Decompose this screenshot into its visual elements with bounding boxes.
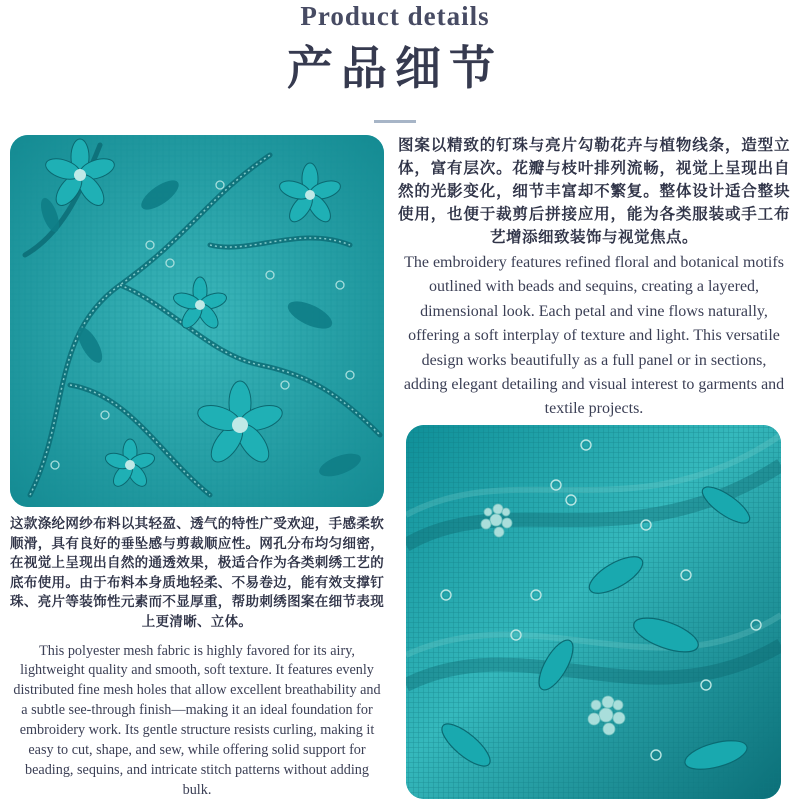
description-pattern	[398, 133, 790, 422]
description-pattern-zh: 图案以精致的钉珠与亮片勾勒花卉与植物线条，造型立体，富有层次。花瓣与枝叶排列流畅，视觉上呈现出自然的光影变化，细节丰富却不繁复。整体设计适合整块使用，也便于裁剪后拼接应用，能为各类服装或手工布艺增添细致装饰与视觉焦点。	[398, 135, 790, 246]
description-fabric-zh: 这款涤纶网纱布料以其轻盈、透气的特性广受欢迎，手感柔软顺滑，具有良好的垂坠感与剪裁顺应性。网孔分布均匀细密，在视觉上呈现出自然的通透效果，极适合作为各类刺绣工艺的底布使用。由于布料本身质地轻柔、不易卷边，能有效支撑钉珠、亮片等装饰性元素而不显厚重，帮助刺绣图案在细节表现上更清晰、立体。	[10, 516, 384, 630]
lace-photo-draped-illustration	[406, 425, 781, 799]
description-pattern-en: The embroidery features refined floral and botanical motifs outlined with beads and sequins, creating a layered, dimensional look. Each petal and vine flows naturally, offering a soft interplay of texture and light. This versatile design works beautifully as a full panel or in sections, adding elegant detailing and visual interest to garments and textile projects.	[403, 254, 785, 418]
description-fabric	[10, 515, 384, 801]
lace-photo-draped	[406, 425, 781, 799]
lace-photo-flat-illustration	[10, 135, 384, 507]
title-english: Product details	[300, 1, 490, 31]
title-chinese: 产品细节	[287, 41, 503, 95]
lace-photo-flat	[10, 135, 384, 507]
title-divider	[374, 120, 416, 123]
description-fabric-en: This polyester mesh fabric is highly favored for its airy, lightweight quality and smooth, soft texture. It features evenly distributed fine mesh holes that allow excellent breathability and a subtle see-through finish—making it an ideal foundation for embroidery work. Its gentle structure resists curling, making it easy to cut, shape, and sew, while offering solid support for beading, sequins, and intricate stitch patterns without adding bulk.	[13, 642, 381, 798]
